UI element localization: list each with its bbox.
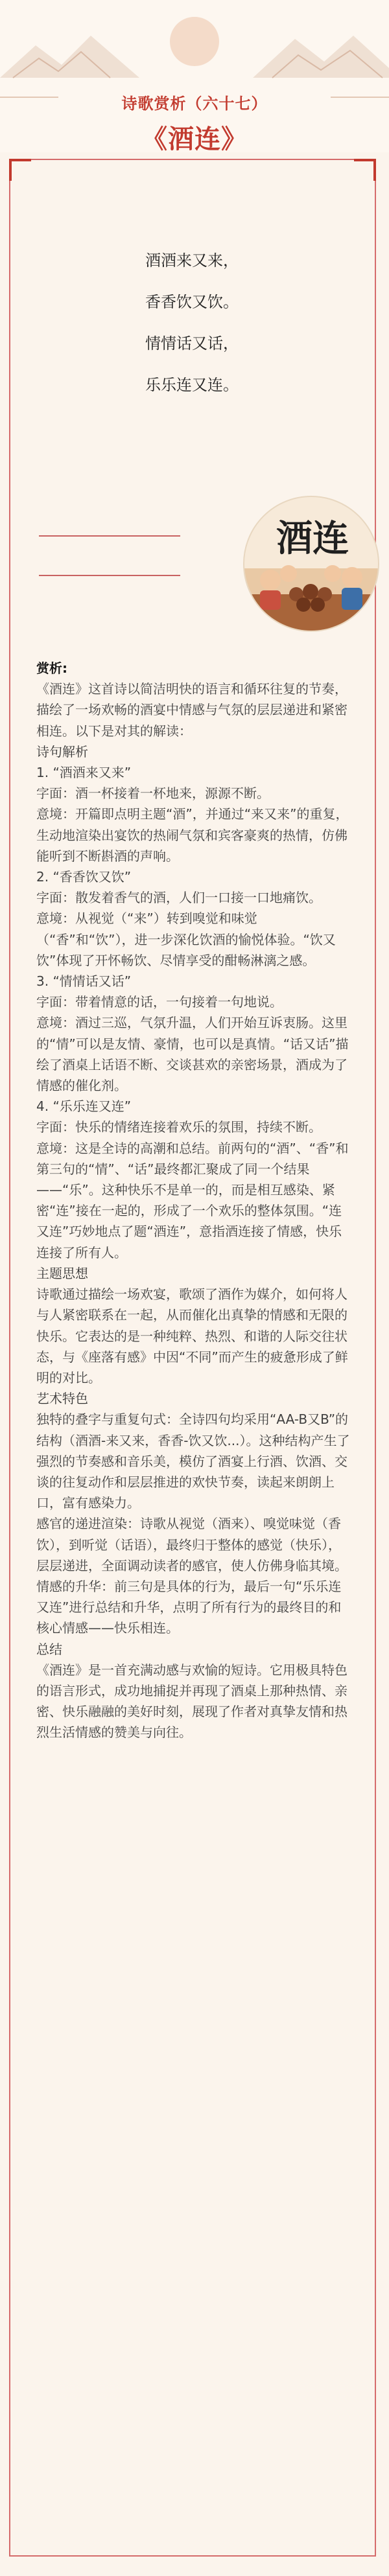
paragraph: 1. “酒酒来又来” (36, 765, 132, 781)
paragraph: 意境：这是全诗的高潮和总结。前两句的“酒”、“香”和第三句的“情”、“话”最终都汇聚成了同一个结果——“乐”。这种快乐不是单一的，而是相互感染、紧密“连”接在一起的，形成了一个欢乐的整体氛围。“连又连”巧妙地点了题“酒连”，意指酒连接了情感，快乐连接了所有人。 (36, 1140, 349, 1260)
paragraph: 4. “乐乐连又连” (36, 1098, 132, 1115)
section-heading: 总结 (36, 1641, 62, 1657)
poem-line: 乐乐连又连。 (145, 376, 239, 394)
paragraph: 2. “香香饮又饮” (36, 869, 132, 885)
paragraph: 独特的叠字与重复句式：全诗四句均采用“AA-B又B”的结构（酒酒-来又来，香香-饮又饮...）。这种结构产生了强烈的节奏感和音乐美，模仿了酒宴上行酒、饮酒、交谈的往复动作和层层推进的欢快节奏，读起来朗朗上口，富有感染力。 (36, 1411, 350, 1511)
header-banner (0, 0, 389, 152)
divider-line (39, 575, 180, 576)
paragraph: 3. “情情话又话” (36, 973, 132, 990)
sun-icon (170, 17, 219, 66)
poem-line: 香香饮又饮。 (145, 293, 239, 311)
paragraph: 感官的递进渲染：诗歌从视觉（酒来）、嗅觉味觉（香饮），到听觉（话语），最终归于整体的感觉（快乐），层层递进，全面调动读者的感官，使人仿佛身临其境。 (36, 1516, 348, 1573)
appreciation-label: 赏析: (36, 660, 67, 676)
page-subtitle: 诗歌赏析（六十七） (121, 95, 268, 113)
poem-text (145, 251, 340, 417)
appreciation-section (36, 658, 351, 1743)
section-heading: 诗句解析 (36, 743, 88, 760)
paragraph: 字面：带着情意的话，一句接着一句地说。 (36, 994, 283, 1010)
paragraph: 《酒连》这首诗以简洁明快的语言和循环往复的节奏，描绘了一场欢畅的酒宴中情感与气氛的层层递进和紧密相连。以下是对其的解读： (36, 681, 348, 739)
poem-line: 情情话又话， (145, 334, 239, 353)
paragraph: 字面：散发着香气的酒，人们一口接一口地痛饮。 (36, 890, 322, 906)
poem-line: 酒酒来又来， (145, 251, 239, 270)
paragraph: 《酒连》是一首充满动感与欢愉的短诗。它用极具特色的语言形式，成功地捕捉并再现了酒桌上那种热情、亲密、快乐融融的美好时刻，展现了作者对真挚友情和热烈生活情感的赞美与向往。 (36, 1662, 348, 1741)
paragraph: 意境：从视觉（“来”）转到嗅觉和味觉（“香”和“饮”），进一步深化饮酒的愉悦体验。“饮又饮”体现了开怀畅饮、尽情享受的酣畅淋漓之感。 (36, 911, 336, 968)
section-heading: 主题思想 (36, 1265, 88, 1281)
page-title: 《酒连》 (141, 124, 248, 154)
paragraph: 情感的升华：前三句是具体的行为，最后一句“乐乐连又连”进行总结和升华，点明了所有行为的最终目的和核心情感——快乐相连。 (36, 1578, 342, 1636)
paragraph: 字面：快乐的情绪连接着欢乐的氛围，持续不断。 (36, 1119, 322, 1135)
corner-ornament (9, 159, 376, 185)
calligraphy-title: 酒连 (276, 517, 349, 560)
paragraph: 意境：酒过三巡，气氛升温，人们开始互诉衷肠。这里的“情”可以是友情、豪情，也可以是真情。“话又话”描绘了酒桌上话语不断、交谈甚欢的亲密场景，酒成为了情感的催化剂。 (36, 1015, 349, 1094)
illustration-medallion (243, 496, 379, 632)
paragraph: 意境：开篇即点明主题“酒”，并通过“来又来”的重复，生动地渲染出宴饮的热闹气氛和宾客豪爽的热情，仿佛能听到不断斟酒的声响。 (36, 806, 349, 864)
section-heading: 艺术特色 (36, 1391, 88, 1407)
paragraph: 字面：酒一杯接着一杯地来，源源不断。 (36, 785, 270, 802)
paragraph: 诗歌通过描绘一场欢宴，歌颂了酒作为媒介，如何将人与人紧密联系在一起，从而催化出真挚的情感和无限的快乐。它表达的是一种纯粹、热烈、和谐的人际交往状态，与《座落有感》中因“不同”而产生的疲惫形成了鲜明的对比。 (36, 1286, 348, 1386)
divider-line (39, 535, 180, 537)
